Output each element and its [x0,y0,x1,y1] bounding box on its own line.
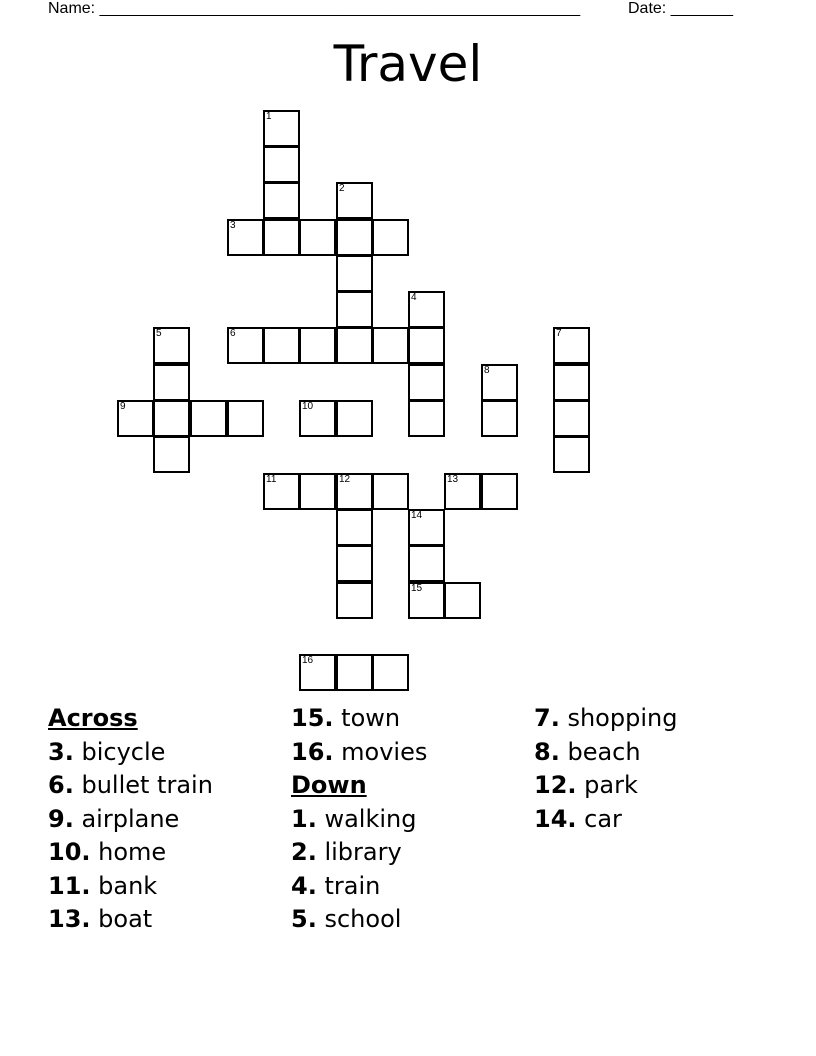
clue-number: 11. [48,871,91,900]
clue-number: 13. [48,905,91,933]
grid-cell[interactable] [336,255,373,292]
grid-cell[interactable] [444,582,481,619]
grid-cell[interactable] [372,473,409,510]
clue-item [48,803,213,837]
grid-cell[interactable] [299,400,336,437]
grid-cell[interactable] [263,327,300,364]
clue-number: 15. [291,704,334,732]
grid-cell[interactable] [372,327,409,364]
grid-cell[interactable] [263,219,300,256]
cell-number: 8 [484,365,490,376]
clue-text: shopping [567,704,678,732]
clue-number: 6. [48,771,74,799]
clue-text: town [341,704,401,732]
grid-cell[interactable] [227,400,264,437]
clue-number: 7. [534,704,560,732]
clue-item [291,702,427,736]
grid-cell[interactable] [408,509,445,546]
clue-number: 10. [48,838,91,866]
grid-cell[interactable] [336,400,373,437]
grid-cell[interactable] [408,582,445,619]
clue-item [534,736,677,770]
clue-text: movies [341,737,428,766]
clue-item [534,769,677,803]
grid-cell[interactable] [153,436,190,473]
grid-cell[interactable] [227,219,264,256]
cell-number: 16 [302,655,314,666]
grid-cell[interactable] [299,219,336,256]
grid-cell[interactable] [553,400,590,437]
grid-cell[interactable] [336,509,373,546]
cell-number: 12 [339,474,351,485]
grid-cell[interactable] [227,327,264,364]
clue-text: bullet train [81,771,213,799]
clue-item [291,903,427,937]
grid-cell[interactable] [190,400,227,437]
grid-cell[interactable] [481,473,518,510]
grid-cell[interactable] [444,473,481,510]
clue-heading-down: Down [291,771,367,799]
grid-cell[interactable] [408,400,445,437]
clue-text: boat [98,905,153,933]
clue-item [534,702,677,736]
grid-cell[interactable] [553,327,590,364]
grid-cell[interactable] [263,182,300,219]
clue-number: 9. [48,804,74,833]
cell-number: 2 [339,183,345,194]
clue-text: car [584,804,622,833]
clue-item [48,769,213,803]
cell-number: 13 [447,474,459,485]
grid-cell[interactable] [153,364,190,401]
clue-text: home [98,838,167,866]
clue-column-3 [534,702,677,836]
page-title: Travel [333,35,483,93]
clue-number: 5. [291,905,317,933]
grid-cell[interactable] [263,146,300,183]
grid-cell[interactable] [263,473,300,510]
clue-item [291,836,427,870]
clue-column-2 [291,702,427,937]
clue-text: beach [567,737,641,766]
grid-cell[interactable] [408,545,445,582]
clue-item [48,736,213,770]
clue-item [48,903,213,937]
clue-number: 3. [48,737,74,766]
clue-number: 16. [291,737,334,766]
grid-cell[interactable] [336,291,373,328]
clue-text: library [324,838,402,866]
cell-number: 1 [266,111,272,122]
clue-item [291,736,427,770]
cell-number: 14 [411,510,423,521]
name-field[interactable]: Name: ______________________________________________________ [48,0,581,17]
clue-column-1 [48,702,213,937]
grid-cell[interactable] [336,182,373,219]
grid-cell[interactable] [408,291,445,328]
grid-cell[interactable] [336,473,373,510]
clue-text: airplane [81,804,180,833]
grid-cell[interactable] [336,327,373,364]
clue-number: 2. [291,838,317,866]
clue-item [534,803,677,837]
clue-text: walking [324,804,417,833]
cell-number: 4 [411,292,417,303]
grid-cell[interactable] [408,364,445,401]
cell-number: 5 [156,328,162,339]
grid-cell[interactable] [336,545,373,582]
clue-heading-across: Across [48,704,138,732]
grid-cell[interactable] [372,219,409,256]
grid-cell[interactable] [299,473,336,510]
grid-cell[interactable] [153,327,190,364]
clue-text: bicycle [81,737,166,766]
grid-cell[interactable] [408,327,445,364]
grid-cell[interactable] [117,400,154,437]
clue-text: bank [98,871,158,900]
grid-cell[interactable] [372,654,409,691]
clue-number: 8. [534,737,560,766]
cell-number: 3 [230,220,236,231]
grid-cell[interactable] [481,364,518,401]
clue-item [291,870,427,904]
grid-cell[interactable] [553,364,590,401]
clue-text: park [584,771,638,799]
clue-number: 14. [534,804,577,833]
cell-number: 9 [120,401,126,412]
grid-cell[interactable] [336,219,373,256]
cell-number: 7 [556,328,562,339]
clue-number: 1. [291,804,317,833]
clue-item [48,836,213,870]
cell-number: 6 [230,328,236,339]
clue-number: 4. [291,871,317,900]
grid-cell[interactable] [153,400,190,437]
clue-number: 12. [534,771,577,799]
cell-number: 11 [266,474,277,485]
grid-cell[interactable] [299,654,336,691]
header [48,0,733,18]
date-field[interactable]: Date: _______ [628,0,733,17]
clue-item [48,870,213,904]
grid-cell[interactable] [263,110,300,147]
clue-text: train [324,871,381,900]
grid-cell[interactable] [336,654,373,691]
clue-text: school [324,905,402,933]
grid-cell[interactable] [336,582,373,619]
grid-cell[interactable] [553,436,590,473]
cell-number: 15 [411,583,423,594]
grid-cell[interactable] [299,327,336,364]
grid-cell[interactable] [481,400,518,437]
clue-item [291,803,427,837]
cell-number: 10 [302,401,314,412]
